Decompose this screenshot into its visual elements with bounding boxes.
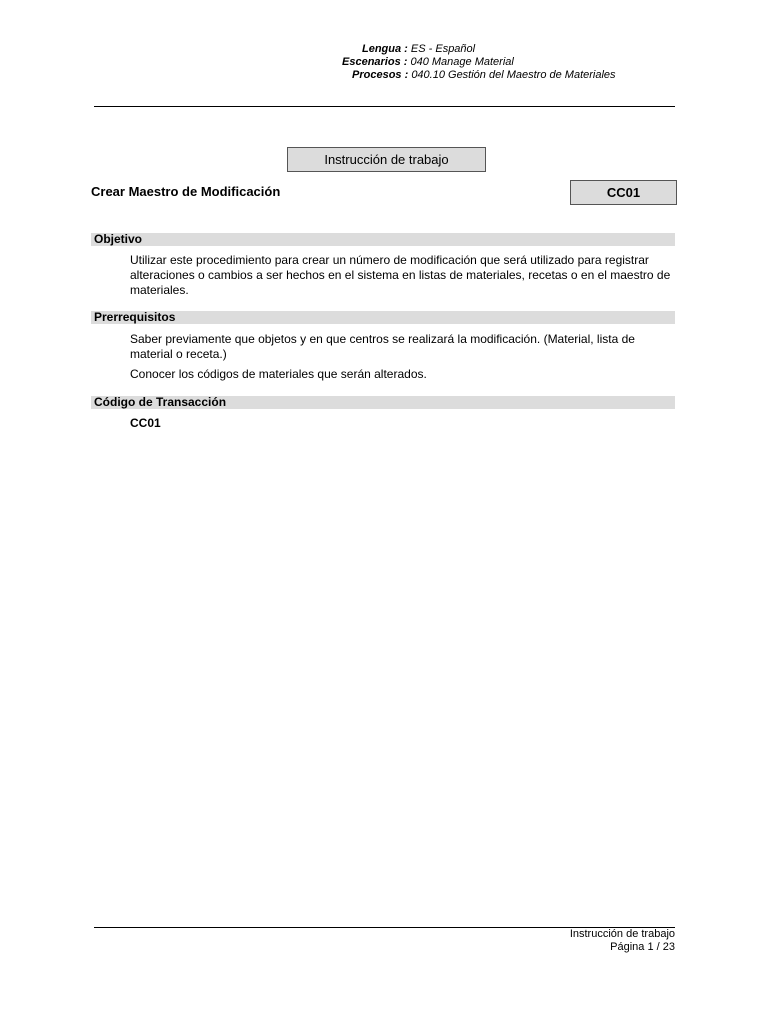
tcode-value: CC01 xyxy=(130,416,161,430)
footer-doc-type: Instrucción de trabajo xyxy=(569,928,675,940)
scenario-label: Escenarios : xyxy=(342,56,408,68)
language-line xyxy=(362,43,475,55)
section-header-codigo: Código de Transacción xyxy=(91,396,675,409)
language-label: Lengua : xyxy=(362,43,408,55)
prerrequisito-item: Conocer los códigos de materiales que serán alterados. xyxy=(130,367,427,381)
process-line xyxy=(352,69,616,81)
footer-page-number: Página 1 / 23 xyxy=(610,941,675,953)
language-value: ES - Español xyxy=(410,43,476,55)
tcode-box: CC01 xyxy=(570,180,677,205)
doc-type-box: Instrucción de trabajo xyxy=(287,147,486,172)
objetivo-text: Utilizar este procedimiento para crear un número de modificación que será utilizado para registrar alteraciones o cambios a ser hechos en el sistema en listas de materiales, recetas o en el maestro de materiales. xyxy=(130,253,671,297)
scenario-line xyxy=(342,56,514,68)
process-label: Procesos : xyxy=(352,69,409,81)
scenario-value: 040 Manage Material xyxy=(410,56,514,68)
process-value: 040.10 Gestión del Maestro de Materiales xyxy=(411,69,616,81)
section-header-prerrequisitos: Prerrequisitos xyxy=(91,311,675,324)
section-header-objetivo: Objetivo xyxy=(91,233,675,246)
page-title: Crear Maestro de Modificación xyxy=(91,184,281,199)
prerrequisito-item: Saber previamente que objetos y en que centros se realizará la modificación. (Material, lista de material o receta.) xyxy=(130,332,635,361)
header-divider xyxy=(94,106,675,107)
